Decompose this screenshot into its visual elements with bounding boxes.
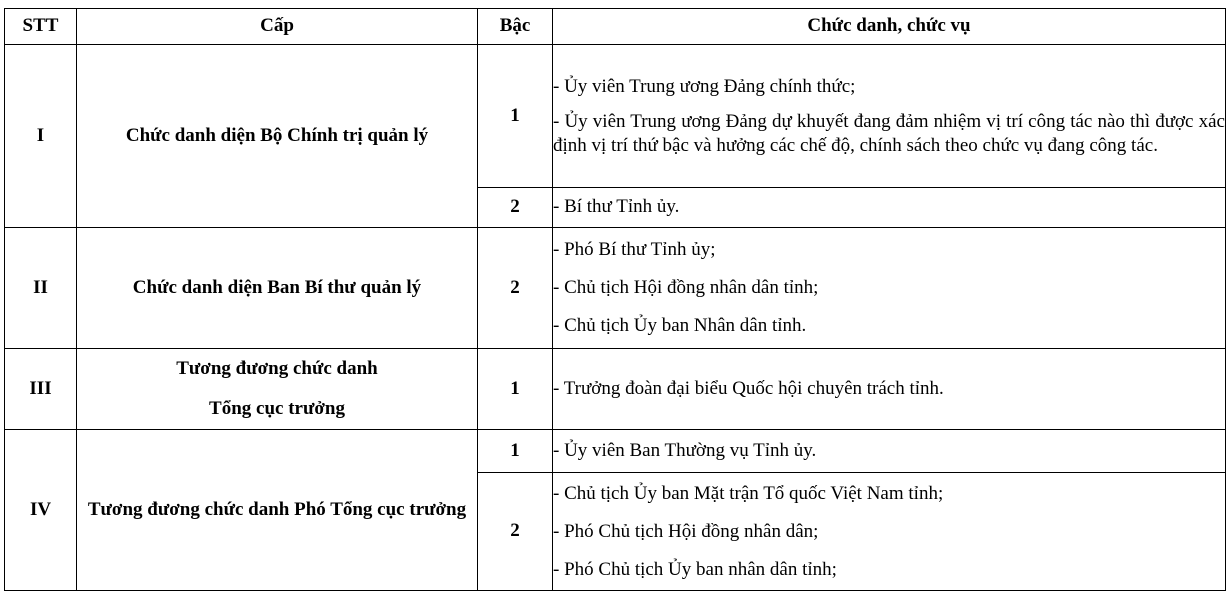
bac-cell: 2 — [478, 228, 553, 349]
stt-cell: I — [5, 45, 77, 228]
table-row — [5, 45, 1226, 188]
cap-line: Tương đương chức danh — [176, 358, 378, 379]
bac-cell: 2 — [478, 473, 553, 591]
role-item: - Chủ tịch Hội đồng nhân dân tỉnh; — [553, 277, 819, 298]
role-item: - Ủy viên Trung ương Đảng chính thức; — [553, 75, 856, 97]
header-stt: STT — [5, 9, 77, 45]
role-item: - Chủ tịch Ủy ban Nhân dân tỉnh. — [553, 315, 807, 336]
cap-cell: Chức danh diện Bộ Chính trị quản lý — [77, 45, 478, 228]
header-row — [5, 9, 1226, 45]
stt-cell: III — [5, 349, 77, 430]
table-row — [5, 430, 1226, 473]
role-item: - Trưởng đoàn đại biểu Quốc hội chuyên trách tỉnh. — [553, 377, 944, 399]
role-cell — [553, 188, 1226, 228]
cap-cell: Tương đương chức danh Phó Tổng cục trưởng — [77, 430, 478, 591]
header-chuc-danh: Chức danh, chức vụ — [553, 9, 1226, 45]
table-row — [5, 349, 1226, 430]
bac-cell: 1 — [478, 349, 553, 430]
bac-cell: 1 — [478, 430, 553, 473]
role-cell — [553, 228, 1226, 349]
bac-cell: 2 — [478, 188, 553, 228]
role-item: - Phó Chủ tịch Hội đồng nhân dân; — [553, 520, 819, 542]
bac-cell: 1 — [478, 45, 553, 188]
stt-cell: II — [5, 228, 77, 349]
role-cell — [553, 473, 1226, 591]
role-cell — [553, 349, 1226, 430]
role-item: - Phó Bí thư Tỉnh ủy; — [553, 239, 716, 260]
cap-line: Tổng cục trưởng — [209, 398, 345, 419]
stt-cell: IV — [5, 430, 77, 591]
role-item: - Ủy viên Trung ương Đảng dự khuyết đang đảm nhiệm vị trí công tác nào thì được xác định vị trí thứ bậc và hưởng các chế độ, chính sách theo chức vụ đang công tác. — [553, 110, 1225, 157]
header-bac: Bậc — [478, 9, 553, 45]
role-item: - Phó Chủ tịch Ủy ban nhân dân tỉnh; — [553, 558, 837, 580]
role-item: - Ủy viên Ban Thường vụ Tỉnh ủy. — [553, 439, 817, 461]
role-item: - Chủ tịch Ủy ban Mặt trận Tổ quốc Việt Nam tỉnh; — [553, 482, 944, 504]
cap-cell — [77, 349, 478, 430]
cap-cell: Chức danh diện Ban Bí thư quản lý — [77, 228, 478, 349]
role-cell — [553, 430, 1226, 473]
table-row — [5, 228, 1226, 349]
role-cell — [553, 45, 1226, 188]
header-cap: Cấp — [77, 9, 478, 45]
rank-table — [4, 8, 1226, 591]
role-item: - Bí thư Tỉnh ủy. — [553, 196, 680, 218]
